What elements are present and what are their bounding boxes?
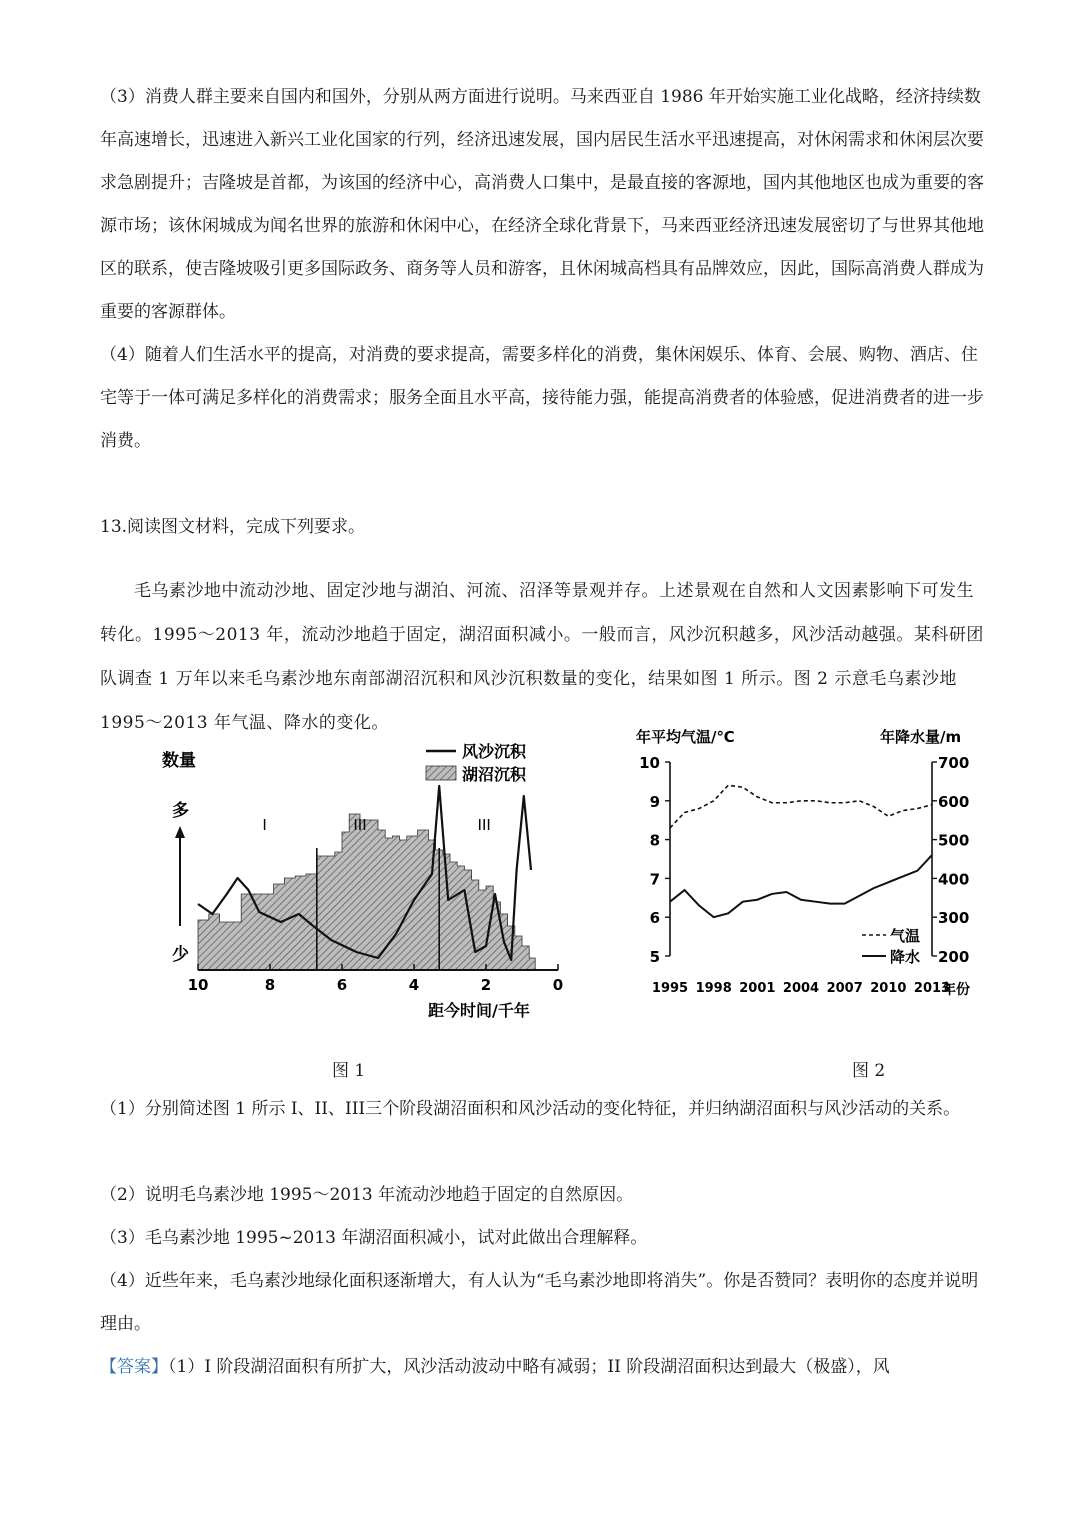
fig2-right-tick-label: 200 xyxy=(938,948,970,966)
fig1-x-tick-label: 8 xyxy=(264,976,276,994)
fig1-x-tick-label: 4 xyxy=(408,976,420,994)
sub-question-4: （4）近些年来，毛乌素沙地绿化面积逐渐增大，有人认为“毛乌素沙地即将消失”。你是否赞同？表明你的态度并说明理由。 xyxy=(100,1271,979,1334)
fig1-legend-label-lake: 湖沼沉积 xyxy=(462,765,527,784)
fig1-y-arrow-head xyxy=(175,826,185,838)
sub-question-3: （3）毛乌素沙地 1995~2013 年湖沼面积减小，试对此做出合理解释。 xyxy=(100,1228,648,1248)
fig1-legend-hatch-swatch xyxy=(426,766,456,780)
fig1-x-tick-label: 10 xyxy=(187,976,209,994)
fig2-left-axis-label: 年平均气温/℃ xyxy=(636,728,735,746)
fig2-left-tick-label: 10 xyxy=(639,754,660,772)
fig2-legend-label-precip: 降水 xyxy=(890,948,921,966)
paragraph-4: （4）随着人们生活水平的提高，对消费的要求提高，需要多样化的消费，集休闲娱乐、体育、会展、购物、酒店、住宅等于一体可满足多样化的消费需求；服务全面且水平高，接待能力强，能提高消费者的体验感，促进消费者的进一步消费。 xyxy=(100,345,984,451)
fig1-x-tick-label: 6 xyxy=(336,976,348,994)
fig2-left-tick-label: 7 xyxy=(649,870,660,889)
fig2-x-tick-label: 2007 xyxy=(826,981,863,996)
fig2-legend-label-temp: 气温 xyxy=(890,927,921,945)
figure-1-caption: 图 1 xyxy=(332,1061,366,1081)
fig1-x-tick-label: 2 xyxy=(480,976,492,994)
fig2-right-tick-label: 400 xyxy=(938,870,970,889)
fig2-x-axis-label: 年份 xyxy=(942,982,970,998)
fig2-x-tick-label: 1998 xyxy=(695,981,732,996)
figure-1-chart xyxy=(150,730,590,1030)
fig2-precipitation-line xyxy=(670,855,932,917)
fig1-stage-label: III xyxy=(477,816,491,834)
question-13-heading: 13.阅读图文材料，完成下列要求。 xyxy=(100,517,366,537)
answer-tag: 【答案】 xyxy=(100,1357,168,1377)
fig1-y-low-label: 少 xyxy=(172,945,189,965)
sub-question-1: （1）分别简述图 1 所示 I、II、III三个阶段湖沼面积和风沙活动的变化特征，并归纳湖沼面积与风沙活动的关系。 xyxy=(100,1099,961,1119)
fig2-right-tick-label: 500 xyxy=(938,831,970,850)
fig2-left-tick-label: 6 xyxy=(649,909,660,928)
fig2-x-tick-label: 2010 xyxy=(870,981,907,996)
fig1-stage-label: I xyxy=(262,816,267,834)
fig2-right-tick-label: 600 xyxy=(938,792,970,811)
fig1-x-axis-label: 距今时间/千年 xyxy=(428,1001,530,1020)
answer-line xyxy=(100,1346,985,1389)
fig1-stage-label: III xyxy=(353,816,367,834)
fig2-right-tick-label: 300 xyxy=(938,909,970,928)
fig2-x-tick-label: 2004 xyxy=(782,981,820,996)
fig1-y-high-label: 多 xyxy=(172,801,189,821)
fig2-left-tick-label: 9 xyxy=(649,792,660,811)
fig2-x-tick-label: 1995 xyxy=(651,981,689,996)
fig1-y-axis-label: 数量 xyxy=(162,751,196,771)
fig2-right-axis-label: 年降水量/m xyxy=(880,728,962,746)
fig2-left-tick-label: 5 xyxy=(649,948,660,966)
fig2-x-tick-label: 2001 xyxy=(739,981,776,996)
paragraph-3: （3）消费人群主要来自国内和国外，分别从两方面进行说明。马来西亚自 1986 年开始实施工业化战略，经济持续数年高速增长，迅速进入新兴工业化国家的行列，经济迅速发展，国内居民生活水平迅速提高，对休闲需求和休闲层次要求急剧提升；吉隆坡是首都，为该国的经济中心，高消费人口集中，是最直接的客源地，国内其他地区也成为重要的客源市场；该休闲城成为闻名世界的旅游和休闲中心，在经济全球化背景下，马来西亚经济迅速发展密切了与世界其他地区的联系，使吉隆坡吸引更多国际政务、商务等人员和游客，且休闲城高档具有品牌效应，因此，国际高消费人群成为重要的客源群体。 xyxy=(100,87,984,322)
question-13-material: 毛乌素沙地中流动沙地、固定沙地与湖泊、河流、沼泽等景观并存。上述景观在自然和人文因素影响下可发生转化。1995～2013 年，流动沙地趋于固定，湖沼面积减小。一般而言，风沙沉积越多，风沙活动越强。某科研团队调查 1 万年以来毛乌素沙地东南部湖沼沉积和风沙沉积数量的变化，结果如图 1 所示。图 2 示意毛乌素沙地 1995～2013 年气温、降水的变化。 xyxy=(100,581,984,733)
fig2-x-tick-label: 2013 xyxy=(913,981,951,996)
fig1-legend-label-sand: 风沙沉积 xyxy=(462,742,527,761)
fig2-right-tick-label: 700 xyxy=(938,754,970,772)
sub-question-2: （2）说明毛乌素沙地 1995～2013 年流动沙地趋于固定的自然原因。 xyxy=(100,1185,634,1205)
fig1-x-tick-label: 0 xyxy=(552,976,564,994)
answer-text: （1）I 阶段湖沼面积有所扩大，风沙活动波动中略有减弱；II 阶段湖沼面积达到最大（极盛），风 xyxy=(168,1357,890,1377)
fig2-left-tick-label: 8 xyxy=(649,831,660,850)
figure-2-chart xyxy=(632,722,992,1022)
fig2-temperature-line xyxy=(670,785,932,828)
figure-2-caption: 图 2 xyxy=(852,1061,886,1081)
